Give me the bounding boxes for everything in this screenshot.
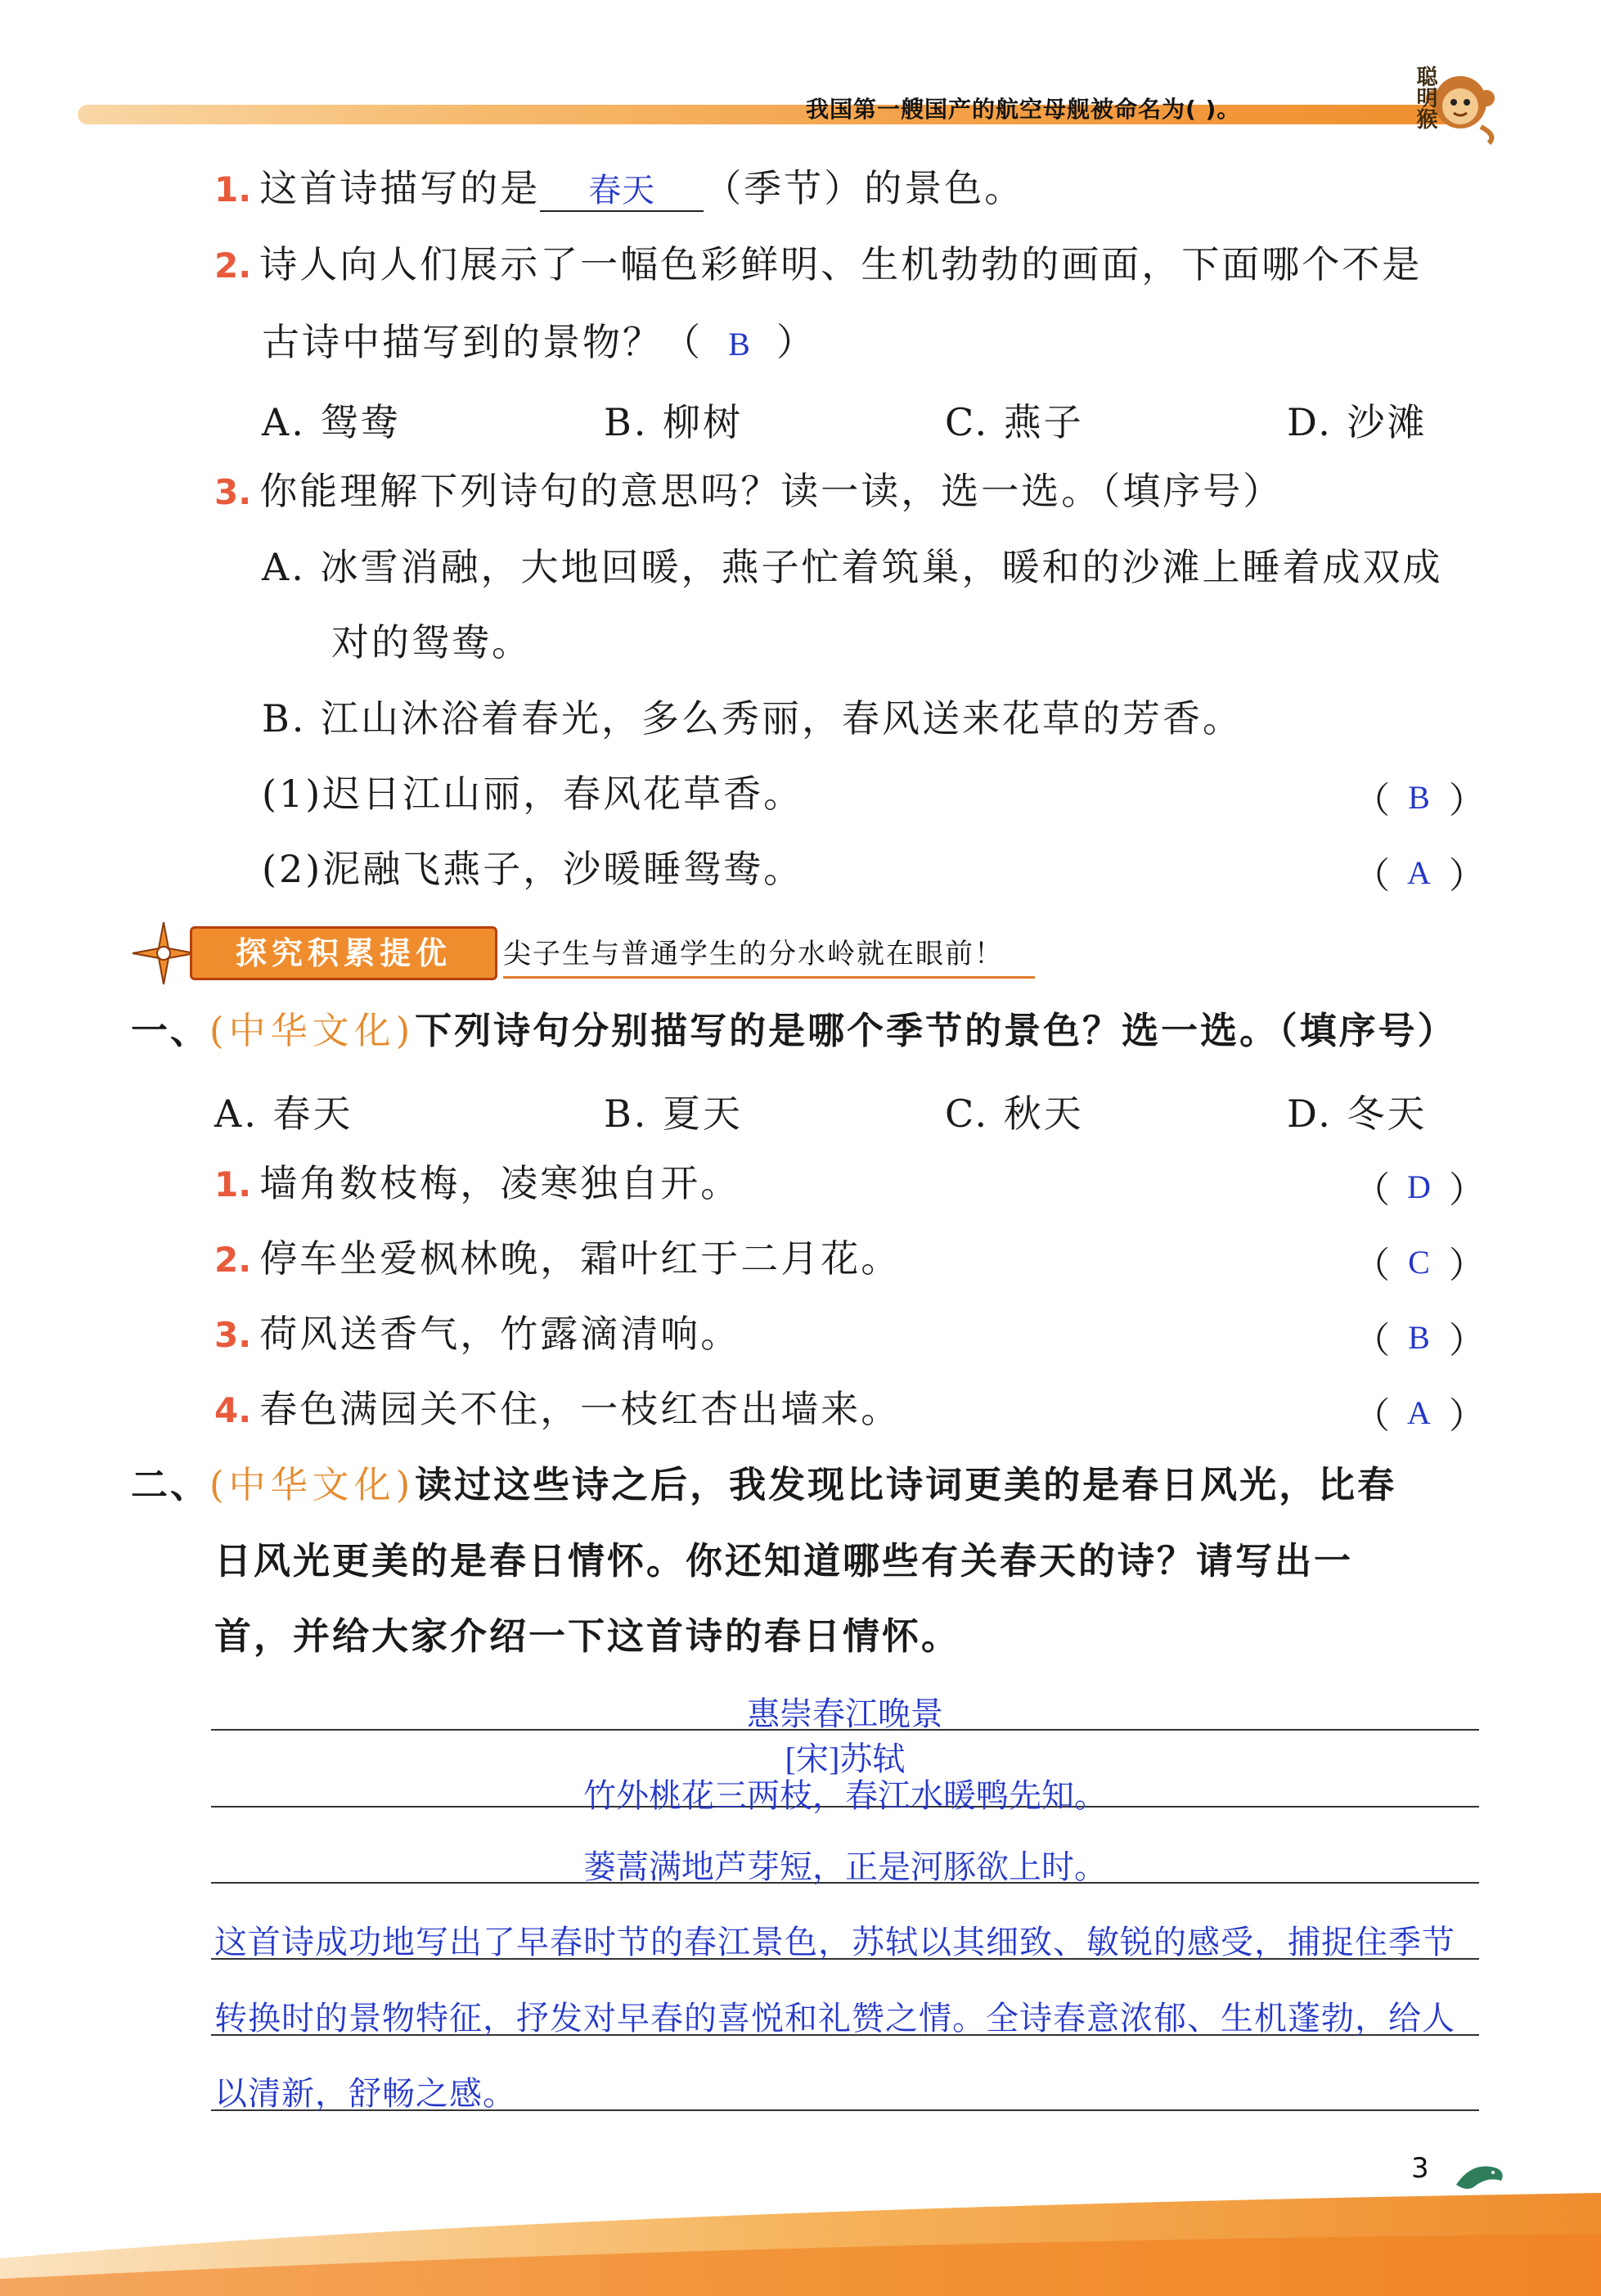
question-number: 2. bbox=[214, 245, 252, 286]
item-number: 2. bbox=[214, 1240, 252, 1280]
question-text: 下列诗句分别描写的是哪个季节的景色？选一选。（填序号） bbox=[415, 1009, 1457, 1052]
question-number: 3. bbox=[214, 472, 252, 512]
season-item-4 bbox=[214, 1386, 901, 1434]
item-number: 4. bbox=[214, 1390, 252, 1430]
meaning-option-a: A. 冰雪消融，大地回暖，燕子忙着筑巢，暖和的沙滩上睡着成双成 bbox=[262, 545, 1443, 589]
item-number: 1. bbox=[214, 1164, 252, 1204]
option-d: D. 沙滩 bbox=[1287, 400, 1428, 444]
question-text: 读过这些诗之后，我发现比诗词更美的是春日风光，比春 bbox=[415, 1463, 1397, 1506]
answer-choice[interactable]: D bbox=[1407, 1168, 1432, 1205]
item-text: 荷风送香气，竹露滴清响。 bbox=[259, 1312, 741, 1356]
item-text: 墙角数枝梅，凌寒独自开。 bbox=[259, 1161, 741, 1205]
page-number: 3 bbox=[1411, 2152, 1429, 2185]
answer-choice[interactable]: B bbox=[728, 326, 751, 362]
season-item-1 bbox=[214, 1160, 740, 1208]
header-bar bbox=[78, 105, 1468, 124]
answer-paren-1: （ B ） bbox=[1354, 778, 1485, 822]
category-tag: (中华文化) bbox=[209, 1463, 416, 1506]
poem-verse-1: 竹外桃花三两枝，春江水暖鸭先知。 bbox=[583, 1777, 1107, 1814]
answer-choice[interactable]: A bbox=[1407, 1393, 1432, 1431]
section-title: 探究积累提优 bbox=[190, 926, 497, 980]
option-c: C. 燕子 bbox=[945, 400, 1084, 444]
question-text: 你能理解下列诗句的意思吗？读一读，选一选。（填序号） bbox=[259, 469, 1284, 513]
poem-author: [宋]苏轼 bbox=[785, 1740, 906, 1777]
poem-title: 惠崇春江晚景 bbox=[747, 1695, 943, 1732]
question-2-line2 bbox=[262, 319, 816, 367]
question-part2-1 bbox=[131, 1008, 1457, 1054]
question-text: 诗人向人们展示了一幅色彩鲜明、生机勃勃的画面，下面哪个不是 bbox=[259, 242, 1423, 286]
category-tag: (中华文化) bbox=[209, 1009, 416, 1052]
section-subtitle: 尖子生与普通学生的分水岭就在眼前！ bbox=[503, 931, 1035, 979]
question-part2-2-line2: 日风光更美的是春日情怀。你还知道哪些有关春天的诗？请写出一 bbox=[214, 1539, 1354, 1582]
season-option-b: B. 夏天 bbox=[604, 1092, 744, 1136]
season-item-3 bbox=[214, 1311, 740, 1358]
answer-blank[interactable]: 春天 bbox=[540, 171, 704, 212]
meaning-option-b: B. 江山沐浴着春光，多么秀丽，春风送来花草的芳香。 bbox=[262, 696, 1243, 741]
close-paren: ） bbox=[776, 320, 816, 364]
answer-choice[interactable]: A bbox=[1407, 853, 1432, 891]
season-option-c: C. 秋天 bbox=[945, 1092, 1084, 1136]
season-option-a: A. 春天 bbox=[214, 1092, 353, 1136]
answer-paren-2: （ A ） bbox=[1354, 853, 1485, 897]
question-number: 1. bbox=[214, 169, 252, 209]
meaning-option-a-cont: 对的鸳鸯。 bbox=[331, 620, 532, 664]
poem-comment-3: 以清新，舒畅之感。 bbox=[214, 2075, 516, 2112]
answer-choice[interactable]: B bbox=[1408, 778, 1431, 816]
verse-item-2: (2)泥融飞燕子，沙暖睡鸳鸯。 bbox=[262, 847, 804, 891]
poem-comment-2: 转换时的景物特征，抒发对早春的喜悦和礼赞之情。全诗春意浓郁、生机蓬勃，给人 bbox=[214, 2000, 1455, 2037]
answer-paren: （ B ） bbox=[1354, 1318, 1485, 1362]
question-3 bbox=[214, 468, 1283, 515]
question-part2-2-line3: 首，并给大家介绍一下这首诗的春日情怀。 bbox=[214, 1614, 961, 1658]
answer-paren: （ A ） bbox=[1354, 1393, 1485, 1437]
item-text: 停车坐爱枫林晚，霜叶红于二月花。 bbox=[259, 1236, 902, 1281]
footer-wave bbox=[0, 2160, 1601, 2296]
item-number: 3. bbox=[214, 1315, 252, 1355]
poem-verse-2: 蒌蒿满地芦芽短，正是河豚欲上时。 bbox=[583, 1848, 1107, 1885]
season-option-d: D. 冬天 bbox=[1287, 1092, 1428, 1136]
compass-star-icon bbox=[131, 921, 196, 986]
dolphin-icon bbox=[1452, 2152, 1509, 2201]
question-text: 这首诗描写的是 bbox=[259, 166, 541, 210]
question-text: 古诗中描写到的景物？（ bbox=[262, 320, 703, 364]
item-text: 春色满园关不住，一枝红杏出墙来。 bbox=[259, 1387, 902, 1431]
question-1 bbox=[214, 165, 1024, 213]
question-number: 一、 bbox=[131, 1009, 210, 1052]
question-part2-2-line1 bbox=[131, 1462, 1396, 1508]
header-tip: 我国第一艘国产的航空母舰被命名为( )。 bbox=[806, 96, 1241, 123]
question-2-line1 bbox=[214, 241, 1422, 289]
answer-paren: （ C ） bbox=[1354, 1243, 1485, 1286]
option-b: B. 柳树 bbox=[604, 400, 744, 444]
answer-choice[interactable]: C bbox=[1408, 1243, 1431, 1281]
question-number: 二、 bbox=[131, 1463, 210, 1506]
season-item-2 bbox=[214, 1236, 901, 1283]
verse-item-1: (1)迟日江山丽，春风花草香。 bbox=[262, 772, 804, 816]
mascot-label: 聪明猴 bbox=[1413, 65, 1437, 129]
poem-comment-1: 这首诗成功地写出了早春时节的春江景色，苏轼以其细致、敏锐的感受，捕捉住季节 bbox=[214, 1924, 1455, 1961]
option-a: A. 鸳鸯 bbox=[262, 400, 401, 444]
answer-paren: （ D ） bbox=[1354, 1168, 1485, 1211]
question-text-after: （季节）的景色。 bbox=[704, 166, 1025, 210]
answer-choice[interactable]: B bbox=[1408, 1318, 1431, 1356]
